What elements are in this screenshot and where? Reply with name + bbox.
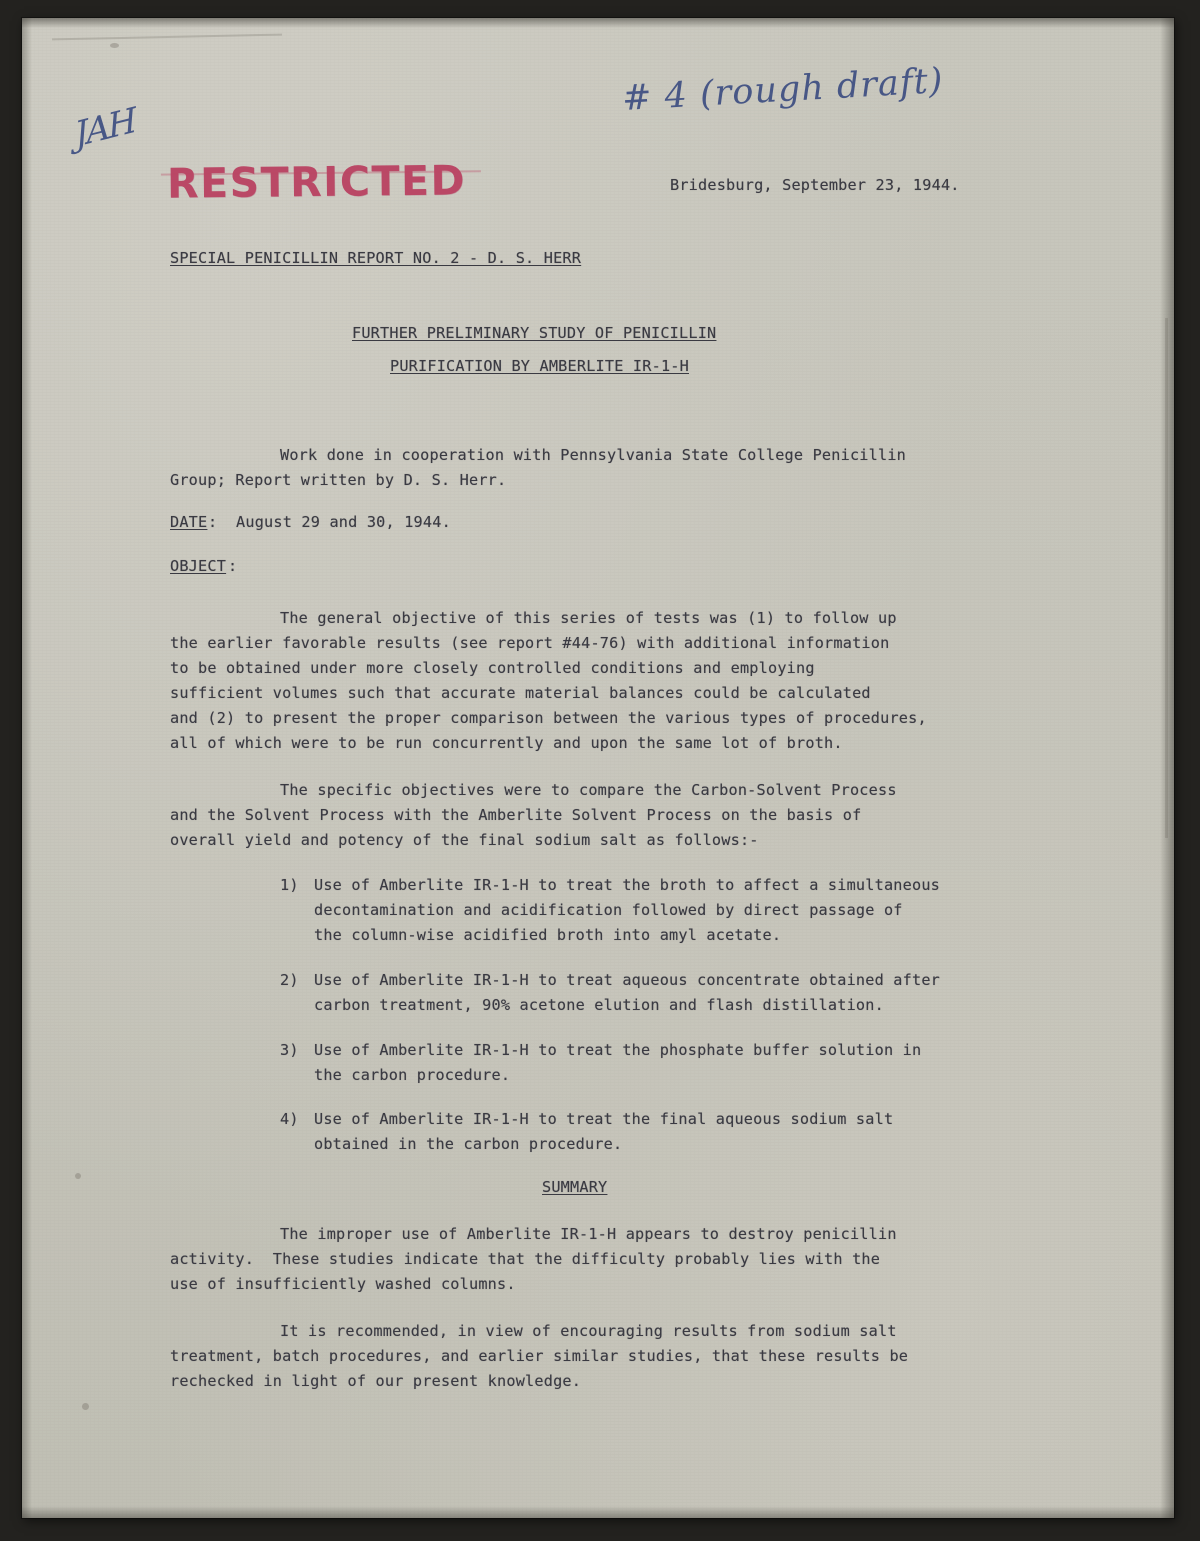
restricted-stamp: RESTRICTED <box>166 156 467 208</box>
object-paragraph-line: and (2) to present the proper comparison between the various types of procedures, <box>170 709 927 727</box>
paper-blemish <box>110 43 119 48</box>
credit-line-1: Work done in cooperation with Pennsylvania State College Penicillin <box>280 446 907 464</box>
list-item-line: carbon treatment, 90% acetone elution and flash distillation. <box>314 996 884 1014</box>
object-paragraph-line: to be obtained under more closely controlled conditions and employing <box>170 659 815 677</box>
object-colon: : <box>228 557 238 575</box>
list-item-marker: 4) <box>280 1110 299 1128</box>
specific-paragraph-line: and the Solvent Process with the Amberlite Solvent Process on the basis of <box>170 806 862 824</box>
handwritten-rough-draft-note: # 4 (rough draft) <box>621 61 945 119</box>
object-paragraph-line: all of which were to be run concurrently and upon the same lot of broth. <box>170 734 843 752</box>
summary-heading: SUMMARY <box>542 1178 608 1196</box>
summary-paragraph-line: use of insufficiently washed columns. <box>170 1275 516 1293</box>
document-page <box>22 18 1174 1518</box>
dateline: Bridesburg, September 23, 1944. <box>670 176 960 194</box>
paper-crease <box>52 34 282 41</box>
date-value: : August 29 and 30, 1944. <box>208 513 451 531</box>
list-item-line: Use of Amberlite IR-1-H to treat aqueous concentrate obtained after <box>314 971 941 989</box>
document-title-line-1: FURTHER PRELIMINARY STUDY OF PENICILLIN <box>352 324 717 342</box>
summary-paragraph-line: treatment, batch procedures, and earlier similar studies, that these results be <box>170 1347 909 1365</box>
document-title-line-2: PURIFICATION BY AMBERLITE IR-1-H <box>390 357 689 375</box>
list-item-line: obtained in the carbon procedure. <box>314 1135 623 1153</box>
object-paragraph-line: the earlier favorable results (see report #44-76) with additional information <box>170 634 890 652</box>
paper-blemish <box>75 1173 81 1179</box>
object-label: OBJECT <box>170 557 227 575</box>
list-item-marker: 1) <box>280 876 299 894</box>
summary-paragraph-line: It is recommended, in view of encouraging results from sodium salt <box>280 1322 897 1340</box>
page-edge-top <box>22 18 1174 28</box>
page-edge-left <box>22 18 32 1518</box>
date-label: DATE <box>170 513 208 531</box>
paper-blemish <box>82 1403 89 1410</box>
list-item-line: the carbon procedure. <box>314 1066 511 1084</box>
list-item-line: Use of Amberlite IR-1-H to treat the phosphate buffer solution in <box>314 1041 922 1059</box>
specific-paragraph-line: The specific objectives were to compare the Carbon-Solvent Process <box>280 781 897 799</box>
specific-paragraph-line: overall yield and potency of the final sodium salt as follows:- <box>170 831 759 849</box>
list-item-line: decontamination and acidification followed by direct passage of <box>314 901 903 919</box>
list-item-line: the column-wise acidified broth into amyl acetate. <box>314 926 782 944</box>
credit-line-2: Group; Report written by D. S. Herr. <box>170 471 507 489</box>
summary-paragraph-line: The improper use of Amberlite IR-1-H appears to destroy penicillin <box>280 1225 897 1243</box>
handwritten-initials: JAH <box>72 100 138 156</box>
page-edge-right <box>1160 18 1174 1518</box>
object-paragraph-line: The general objective of this series of tests was (1) to follow up <box>280 609 897 627</box>
object-paragraph-line: sufficient volumes such that accurate material balances could be calculated <box>170 684 871 702</box>
summary-paragraph-line: activity. These studies indicate that the difficulty probably lies with the <box>170 1250 881 1268</box>
list-item-line: Use of Amberlite IR-1-H to treat the final aqueous sodium salt <box>314 1110 894 1128</box>
list-item-line: Use of Amberlite IR-1-H to treat the broth to affect a simultaneous <box>314 876 941 894</box>
page-edge-bottom <box>22 1506 1174 1518</box>
list-item-marker: 2) <box>280 971 299 989</box>
summary-paragraph-line: rechecked in light of our present knowledge. <box>170 1372 582 1390</box>
report-number-line: SPECIAL PENICILLIN REPORT NO. 2 - D. S. HERR <box>170 249 582 267</box>
list-item-marker: 3) <box>280 1041 299 1059</box>
